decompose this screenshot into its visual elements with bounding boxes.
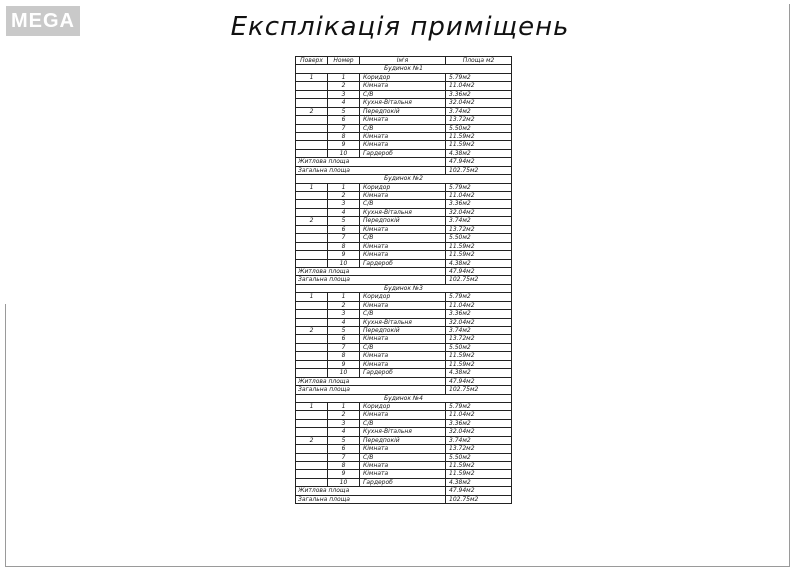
room-name-cell: Кімната [360,411,446,418]
area-cell: 11.04м2 [449,82,475,90]
floor-cell: 2 [296,108,328,115]
room-name-cell: Гардероб [360,479,446,486]
total-area-row [296,496,511,504]
table-row [296,226,511,234]
floor-cell [296,141,328,148]
floor-cell [296,361,328,368]
floor-cell: 2 [296,437,328,444]
number-cell: 6 [328,226,360,233]
mega-logo: MEGA [6,6,80,36]
table-row [296,217,511,225]
table-row [296,141,511,149]
table-row [296,479,511,487]
number-cell: 6 [328,445,360,452]
room-name-cell: Кімната [360,116,446,123]
table-row [296,369,511,377]
number-cell: 5 [328,437,360,444]
floor-cell [296,150,328,157]
number-cell: 10 [328,369,360,376]
room-name-cell: Кімната [360,302,446,309]
number-cell: 3 [328,91,360,98]
area-cell: 5.79м2 [449,293,471,301]
page-title: Експлікація приміщень [230,12,570,42]
table-header-row [296,57,511,65]
living-area-row [296,158,511,166]
room-name-cell: С/В [360,344,446,351]
living-area-value: 47.94м2 [449,158,475,166]
number-cell: 1 [328,403,360,410]
living-area-value: 47.94м2 [449,377,475,385]
area-cell: 13.72м2 [449,445,475,453]
floor-cell [296,234,328,241]
floor-cell [296,462,328,469]
table-row [296,319,511,327]
living-area-row [296,268,511,276]
area-cell: 11.59м2 [449,352,475,360]
area-cell: 4.38м2 [449,149,471,157]
table-row [296,361,511,369]
number-cell: 10 [328,150,360,157]
floor-cell [296,470,328,477]
house-name: Будинок №1 [384,65,423,73]
living-area-label: Житлова площа [296,378,446,385]
table-row [296,234,511,242]
room-name-cell: Гардероб [360,260,446,267]
total-area-value: 102.75м2 [449,386,479,394]
floor-cell [296,335,328,342]
table-row [296,344,511,352]
floor-cell [296,420,328,427]
area-cell: 3.36м2 [449,90,471,98]
number-cell: 6 [328,335,360,342]
room-name-cell: Коридор [360,74,446,81]
floor-cell [296,302,328,309]
number-cell: 3 [328,310,360,317]
floor-cell [296,454,328,461]
area-cell: 32.04м2 [449,99,475,107]
floor-cell: 2 [296,327,328,334]
floor-cell: 2 [296,217,328,224]
room-name-cell: Кухня-Вітальня [360,428,446,435]
room-name-cell: Передпокій [360,108,446,115]
table-row [296,184,511,192]
floor-cell: 1 [296,74,328,81]
table-row [296,91,511,99]
table-row [296,302,511,310]
number-cell: 7 [328,125,360,132]
table-row [296,470,511,478]
area-cell: 11.59м2 [449,141,475,149]
number-cell: 4 [328,209,360,216]
floor-cell [296,243,328,250]
floor-cell [296,352,328,359]
total-area-row [296,276,511,284]
floor-cell: 1 [296,293,328,300]
area-cell: 13.72м2 [449,116,475,124]
number-cell: 9 [328,361,360,368]
living-area-label: Житлова площа [296,268,446,275]
house-heading-row [296,395,511,403]
floor-cell [296,411,328,418]
table-row [296,200,511,208]
header-name: Ім'я [360,57,446,64]
table-row [296,293,511,301]
number-cell: 1 [328,184,360,191]
table-row [296,445,511,453]
number-cell: 5 [328,327,360,334]
floor-cell: 1 [296,184,328,191]
area-cell: 4.38м2 [449,259,471,267]
house-heading-row [296,285,511,293]
area-cell: 5.50м2 [449,343,471,351]
table-row [296,437,511,445]
area-cell: 5.79м2 [449,402,471,410]
room-name-cell: Кімната [360,141,446,148]
house-name: Будинок №3 [384,284,423,292]
total-area-row [296,386,511,394]
number-cell: 5 [328,217,360,224]
number-cell: 5 [328,108,360,115]
living-area-row [296,378,511,386]
number-cell: 7 [328,454,360,461]
table-row [296,209,511,217]
room-name-cell: Кімната [360,243,446,250]
table-row [296,335,511,343]
table-row [296,108,511,116]
floor-cell [296,369,328,376]
floor-cell [296,344,328,351]
room-name-cell: С/В [360,310,446,317]
number-cell: 8 [328,133,360,140]
room-name-cell: Кухня-Вітальня [360,99,446,106]
room-name-cell: Кімната [360,445,446,452]
floor-cell [296,192,328,199]
table-row [296,428,511,436]
number-cell: 4 [328,99,360,106]
floor-cell [296,260,328,267]
total-area-label: Загальна площа [296,496,446,503]
area-cell: 11.04м2 [449,411,475,419]
house-name: Будинок №2 [384,175,423,183]
number-cell: 7 [328,234,360,241]
explication-table [295,56,512,504]
room-name-cell: С/В [360,420,446,427]
room-name-cell: Кухня-Вітальня [360,209,446,216]
living-area-label: Житлова площа [296,158,446,165]
total-area-label: Загальна площа [296,167,446,174]
room-name-cell: С/В [360,234,446,241]
table-row [296,82,511,90]
floor-cell [296,125,328,132]
table-row [296,243,511,251]
total-area-label: Загальна площа [296,276,446,283]
total-area-row [296,167,511,175]
table-row [296,150,511,158]
number-cell: 2 [328,192,360,199]
table-row [296,99,511,107]
floor-cell [296,91,328,98]
table-row [296,125,511,133]
number-cell: 10 [328,479,360,486]
floor-cell [296,319,328,326]
number-cell: 4 [328,319,360,326]
area-cell: 3.74м2 [449,107,471,115]
table-row [296,327,511,335]
floor-cell: 1 [296,403,328,410]
table-row [296,74,511,82]
number-cell: 2 [328,302,360,309]
table-row [296,352,511,360]
area-cell: 5.79м2 [449,183,471,191]
table-row [296,454,511,462]
header-floor: Поверх [296,57,328,64]
area-cell: 5.50м2 [449,124,471,132]
living-area-value: 47.94м2 [449,267,475,275]
total-area-label: Загальна площа [296,386,446,393]
room-name-cell: Кімната [360,352,446,359]
room-name-cell: Гардероб [360,369,446,376]
area-cell: 11.59м2 [449,470,475,478]
area-cell: 3.36м2 [449,200,471,208]
area-cell: 3.36м2 [449,310,471,318]
number-cell: 9 [328,251,360,258]
area-cell: 3.74м2 [449,436,471,444]
number-cell: 10 [328,260,360,267]
area-cell: 11.59м2 [449,242,475,250]
floor-cell [296,428,328,435]
floor-cell [296,251,328,258]
floor-cell [296,445,328,452]
room-name-cell: С/В [360,454,446,461]
area-cell: 32.04м2 [449,208,475,216]
number-cell: 1 [328,293,360,300]
area-cell: 11.59м2 [449,360,475,368]
table-row [296,462,511,470]
room-name-cell: Кімната [360,361,446,368]
room-name-cell: Кімната [360,470,446,477]
floor-cell [296,310,328,317]
number-cell: 2 [328,82,360,89]
room-name-cell: Кімната [360,251,446,258]
room-name-cell: Кімната [360,462,446,469]
area-cell: 11.04м2 [449,301,475,309]
table-row [296,420,511,428]
living-area-value: 47.94м2 [449,487,475,495]
room-name-cell: Коридор [360,403,446,410]
area-cell: 11.59м2 [449,251,475,259]
number-cell: 6 [328,116,360,123]
house-heading-row [296,65,511,73]
floor-cell [296,116,328,123]
area-cell: 13.72м2 [449,225,475,233]
number-cell: 2 [328,411,360,418]
table-row [296,310,511,318]
area-cell: 32.04м2 [449,428,475,436]
room-name-cell: Передпокій [360,437,446,444]
area-cell: 13.72м2 [449,335,475,343]
area-cell: 11.04м2 [449,192,475,199]
room-name-cell: Кімната [360,335,446,342]
number-cell: 3 [328,200,360,207]
area-cell: 5.50м2 [449,453,471,461]
number-cell: 9 [328,470,360,477]
room-name-cell: С/В [360,125,446,132]
total-area-value: 102.75м2 [449,166,479,174]
floor-cell [296,82,328,89]
room-name-cell: Коридор [360,184,446,191]
house-heading-row [296,175,511,183]
area-cell: 4.38м2 [449,369,471,377]
floor-cell [296,209,328,216]
floor-cell [296,479,328,486]
area-cell: 4.38м2 [449,478,471,486]
number-cell: 8 [328,462,360,469]
total-area-value: 102.75м2 [449,276,479,284]
number-cell: 1 [328,74,360,81]
area-cell: 3.36м2 [449,419,471,427]
table-row [296,251,511,259]
floor-cell [296,226,328,233]
table-row [296,403,511,411]
area-cell: 5.79м2 [449,73,471,81]
floor-cell [296,200,328,207]
area-cell: 32.04м2 [449,318,475,326]
area-cell: 3.74м2 [449,217,471,225]
living-area-row [296,487,511,495]
floor-cell [296,133,328,140]
room-name-cell: Кімната [360,192,446,199]
house-name: Будинок №4 [384,394,423,402]
number-cell: 4 [328,428,360,435]
table-row [296,133,511,141]
header-area: Площа м2 [462,57,495,64]
room-name-cell: Кімната [360,226,446,233]
table-row [296,192,511,200]
room-name-cell: Коридор [360,293,446,300]
number-cell: 9 [328,141,360,148]
number-cell: 8 [328,243,360,250]
number-cell: 8 [328,352,360,359]
room-name-cell: Передпокій [360,217,446,224]
room-name-cell: Кімната [360,82,446,89]
room-name-cell: С/В [360,91,446,98]
room-name-cell: Кухня-Вітальня [360,319,446,326]
table-row [296,260,511,268]
room-name-cell: Передпокій [360,327,446,334]
area-cell: 5.50м2 [449,234,471,242]
room-name-cell: Кімната [360,133,446,140]
number-cell: 3 [328,420,360,427]
total-area-value: 102.75м2 [449,495,479,503]
number-cell: 7 [328,344,360,351]
area-cell: 11.59м2 [449,132,475,140]
room-name-cell: Гардероб [360,150,446,157]
living-area-label: Житлова площа [296,487,446,494]
header-number: Номер [328,57,360,64]
area-cell: 3.74м2 [449,327,471,334]
table-row [296,116,511,124]
room-name-cell: С/В [360,200,446,207]
floor-cell [296,99,328,106]
area-cell: 11.59м2 [449,462,475,469]
table-row [296,411,511,419]
